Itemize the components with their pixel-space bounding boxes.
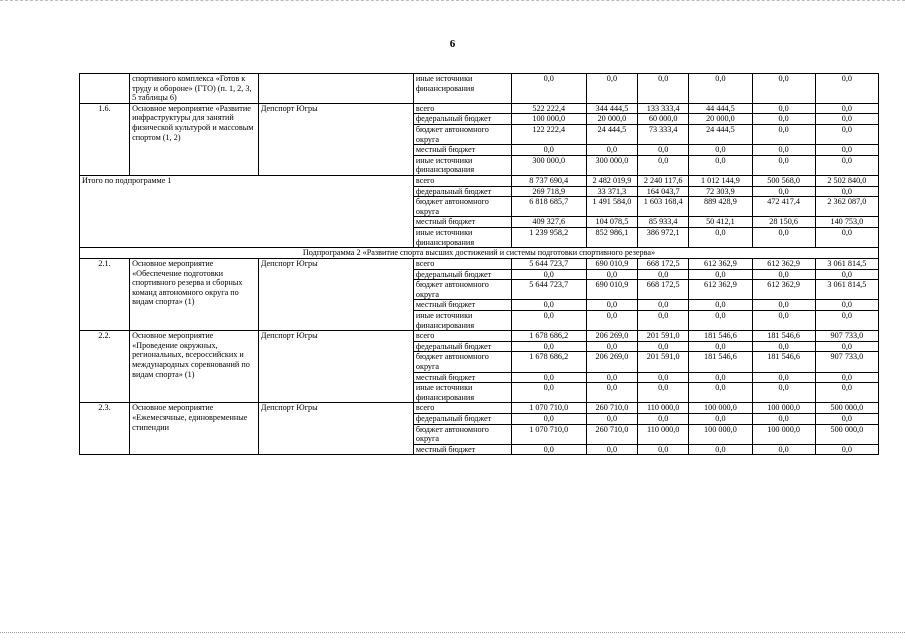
amount-cell: 0,0 (511, 269, 586, 280)
amount-cell: 181 546,6 (689, 331, 752, 342)
funding-source: бюджет автономного округа (413, 197, 511, 217)
amount-cell: 20 000,0 (689, 114, 752, 125)
amount-cell: 100 000,0 (511, 114, 586, 125)
funding-source: бюджет автономного округа (413, 124, 511, 144)
amount-cell: 300 000,0 (511, 155, 586, 175)
amount-cell: 1 239 958,2 (511, 227, 586, 247)
amount-cell: 206 269,0 (586, 352, 637, 372)
amount-cell: 0,0 (511, 372, 586, 383)
amount-cell: 0,0 (815, 74, 878, 104)
amount-cell: 0,0 (689, 444, 752, 455)
amount-cell: 1 603 168,4 (638, 197, 689, 217)
responsible-executor: Депспорт Югры (258, 403, 413, 455)
amount-cell: 500 568,0 (752, 175, 815, 186)
amount-cell: 0,0 (638, 300, 689, 311)
table-row (80, 74, 879, 104)
funding-source: федеральный бюджет (413, 269, 511, 280)
amount-cell: 612 362,9 (752, 280, 815, 300)
amount-cell: 0,0 (586, 300, 637, 311)
amount-cell: 6 818 685,7 (511, 197, 586, 217)
amount-cell: 0,0 (586, 145, 637, 156)
amount-cell: 24 444,5 (689, 124, 752, 144)
amount-cell: 0,0 (638, 311, 689, 331)
funding-source: местный бюджет (413, 372, 511, 383)
amount-cell: 0,0 (586, 74, 637, 104)
amount-cell: 0,0 (511, 414, 586, 425)
financing-table-container (79, 73, 879, 455)
amount-cell: 386 972,1 (638, 227, 689, 247)
amount-cell: 0,0 (638, 155, 689, 175)
amount-cell: 0,0 (638, 372, 689, 383)
funding-source: местный бюджет (413, 217, 511, 228)
amount-cell: 0,0 (752, 74, 815, 104)
amount-cell: 0,0 (689, 74, 752, 104)
amount-cell: 50 412,1 (689, 217, 752, 228)
funding-source: местный бюджет (413, 444, 511, 455)
amount-cell: 612 362,9 (752, 259, 815, 270)
activity-number: 2.3. (80, 403, 130, 455)
amount-cell: 0,0 (638, 414, 689, 425)
amount-cell: 140 753,0 (815, 217, 878, 228)
funding-source: всего (413, 331, 511, 342)
table-row (80, 103, 879, 114)
subprogram-header-row (80, 248, 879, 259)
amount-cell: 3 061 814,5 (815, 259, 878, 270)
amount-cell: 409 327,6 (511, 217, 586, 228)
amount-cell: 181 546,6 (752, 352, 815, 372)
amount-cell: 33 371,3 (586, 186, 637, 197)
amount-cell: 0,0 (638, 444, 689, 455)
amount-cell: 269 718,9 (511, 186, 586, 197)
amount-cell: 100 000,0 (752, 424, 815, 444)
amount-cell: 0,0 (752, 124, 815, 144)
responsible-executor: Депспорт Югры (258, 259, 413, 331)
funding-source: федеральный бюджет (413, 341, 511, 352)
financing-table (79, 73, 879, 455)
amount-cell: 85 933,4 (638, 217, 689, 228)
amount-cell: 5 644 723,7 (511, 259, 586, 270)
funding-source: бюджет автономного округа (413, 352, 511, 372)
amount-cell: 0,0 (752, 155, 815, 175)
funding-source: федеральный бюджет (413, 186, 511, 197)
responsible-executor: Депспорт Югры (258, 103, 413, 175)
amount-cell: 8 737 690,4 (511, 175, 586, 186)
funding-source: местный бюджет (413, 300, 511, 311)
scan-edge-bottom (0, 632, 905, 634)
amount-cell: 100 000,0 (689, 403, 752, 414)
amount-cell: 612 362,9 (689, 259, 752, 270)
amount-cell: 260 710,0 (586, 403, 637, 414)
activity-number: 2.1. (80, 259, 130, 331)
amount-cell: 181 546,6 (752, 331, 815, 342)
amount-cell: 0,0 (752, 311, 815, 331)
amount-cell: 0,0 (689, 269, 752, 280)
amount-cell: 3 061 814,5 (815, 280, 878, 300)
activity-name: Основное мероприятие «Проведение окружных, региональных, всероссийских и международных соревнований по видам спорта» (1) (130, 331, 259, 403)
amount-cell: 0,0 (689, 414, 752, 425)
funding-source: иные источники финансирования (413, 155, 511, 175)
amount-cell: 0,0 (752, 269, 815, 280)
amount-cell: 0,0 (815, 414, 878, 425)
responsible-executor (258, 74, 413, 104)
amount-cell: 0,0 (638, 145, 689, 156)
amount-cell: 73 333,4 (638, 124, 689, 144)
amount-cell: 122 222,4 (511, 124, 586, 144)
amount-cell: 206 269,0 (586, 331, 637, 342)
responsible-executor: Депспорт Югры (258, 331, 413, 403)
amount-cell: 1 491 584,0 (586, 197, 637, 217)
amount-cell: 2 362 087,0 (815, 197, 878, 217)
amount-cell: 110 000,0 (638, 424, 689, 444)
funding-source: иные источники финансирования (413, 74, 511, 104)
amount-cell: 2 482 019,9 (586, 175, 637, 186)
amount-cell: 0,0 (511, 145, 586, 156)
amount-cell: 0,0 (638, 341, 689, 352)
amount-cell: 0,0 (752, 227, 815, 247)
page-number: 6 (449, 38, 456, 50)
amount-cell: 0,0 (815, 114, 878, 125)
amount-cell: 0,0 (586, 311, 637, 331)
amount-cell: 500 000,0 (815, 424, 878, 444)
activity-number: 1.6. (80, 103, 130, 175)
amount-cell: 0,0 (689, 372, 752, 383)
amount-cell: 44 444,5 (689, 103, 752, 114)
funding-source: бюджет автономного округа (413, 424, 511, 444)
amount-cell: 0,0 (511, 300, 586, 311)
amount-cell: 0,0 (815, 300, 878, 311)
funding-source: федеральный бюджет (413, 114, 511, 125)
funding-source: иные источники финансирования (413, 383, 511, 403)
amount-cell: 0,0 (752, 414, 815, 425)
amount-cell: 300 000,0 (586, 155, 637, 175)
amount-cell: 0,0 (752, 341, 815, 352)
amount-cell: 0,0 (752, 300, 815, 311)
scan-edge-top (0, 0, 905, 4)
amount-cell: 1 678 686,2 (511, 331, 586, 342)
funding-source: всего (413, 175, 511, 186)
total-label: Итого по подпрограмме 1 (80, 175, 414, 247)
amount-cell: 0,0 (689, 227, 752, 247)
amount-cell: 0,0 (638, 269, 689, 280)
amount-cell: 0,0 (638, 74, 689, 104)
funding-source: местный бюджет (413, 145, 511, 156)
amount-cell: 181 546,6 (689, 352, 752, 372)
activity-name: спортивного комплекса «Готов к труду и обороне» (ГТО) (п. 1, 2, 3, 5 таблицы 6) (130, 74, 259, 104)
amount-cell: 612 362,9 (689, 280, 752, 300)
activity-number (80, 74, 130, 104)
amount-cell: 28 150,6 (752, 217, 815, 228)
amount-cell: 0,0 (689, 145, 752, 156)
amount-cell: 100 000,0 (752, 403, 815, 414)
activity-name: Основное мероприятие «Развитие инфраструктуры для занятий физической культурой и массовым спортом (1, 2) (130, 103, 259, 175)
funding-source: всего (413, 103, 511, 114)
funding-source: всего (413, 403, 511, 414)
funding-source: всего (413, 259, 511, 270)
funding-source: федеральный бюджет (413, 414, 511, 425)
table-row (80, 403, 879, 414)
amount-cell: 0,0 (689, 341, 752, 352)
amount-cell: 852 986,1 (586, 227, 637, 247)
amount-cell: 20 000,0 (586, 114, 637, 125)
amount-cell: 0,0 (815, 145, 878, 156)
amount-cell: 0,0 (752, 103, 815, 114)
amount-cell: 0,0 (815, 155, 878, 175)
amount-cell: 0,0 (511, 74, 586, 104)
amount-cell: 344 444,5 (586, 103, 637, 114)
amount-cell: 0,0 (586, 383, 637, 403)
amount-cell: 0,0 (689, 300, 752, 311)
amount-cell: 0,0 (815, 372, 878, 383)
amount-cell: 0,0 (511, 341, 586, 352)
amount-cell: 668 172,5 (638, 259, 689, 270)
amount-cell: 2 502 840,0 (815, 175, 878, 186)
amount-cell: 0,0 (815, 227, 878, 247)
amount-cell: 100 000,0 (689, 424, 752, 444)
amount-cell: 907 733,0 (815, 331, 878, 342)
amount-cell: 0,0 (815, 269, 878, 280)
amount-cell: 0,0 (752, 383, 815, 403)
amount-cell: 0,0 (815, 124, 878, 144)
amount-cell: 0,0 (586, 414, 637, 425)
funding-source: иные источники финансирования (413, 311, 511, 331)
amount-cell: 0,0 (752, 114, 815, 125)
amount-cell: 0,0 (752, 186, 815, 197)
table-row (80, 259, 879, 270)
amount-cell: 5 644 723,7 (511, 280, 586, 300)
activity-name: Основное мероприятие «Обеспечение подготовки спортивного резерва и сборных команд автономного округа по видам спорта» (1) (130, 259, 259, 331)
amount-cell: 690 010,9 (586, 280, 637, 300)
amount-cell: 72 303,9 (689, 186, 752, 197)
amount-cell: 0,0 (586, 372, 637, 383)
amount-cell: 201 591,0 (638, 352, 689, 372)
amount-cell: 0,0 (815, 444, 878, 455)
amount-cell: 0,0 (689, 311, 752, 331)
amount-cell: 104 078,5 (586, 217, 637, 228)
amount-cell: 0,0 (511, 444, 586, 455)
amount-cell: 907 733,0 (815, 352, 878, 372)
amount-cell: 889 428,9 (689, 197, 752, 217)
amount-cell: 60 000,0 (638, 114, 689, 125)
amount-cell: 0,0 (586, 341, 637, 352)
amount-cell: 1 070 710,0 (511, 424, 586, 444)
amount-cell: 0,0 (815, 103, 878, 114)
amount-cell: 668 172,5 (638, 280, 689, 300)
amount-cell: 522 222,4 (511, 103, 586, 114)
amount-cell: 0,0 (586, 444, 637, 455)
amount-cell: 0,0 (689, 383, 752, 403)
amount-cell: 133 333,4 (638, 103, 689, 114)
amount-cell: 2 240 117,6 (638, 175, 689, 186)
amount-cell: 500 000,0 (815, 403, 878, 414)
funding-source: бюджет автономного округа (413, 280, 511, 300)
funding-source: иные источники финансирования (413, 227, 511, 247)
amount-cell: 472 417,4 (752, 197, 815, 217)
amount-cell: 0,0 (752, 372, 815, 383)
amount-cell: 0,0 (586, 269, 637, 280)
amount-cell: 201 591,0 (638, 331, 689, 342)
amount-cell: 690 010,9 (586, 259, 637, 270)
amount-cell: 110 000,0 (638, 403, 689, 414)
activity-name: Основное мероприятие «Ежемесячные, единовременные стипендии (130, 403, 259, 455)
amount-cell: 24 444,5 (586, 124, 637, 144)
amount-cell: 0,0 (752, 145, 815, 156)
amount-cell: 0,0 (638, 383, 689, 403)
amount-cell: 0,0 (511, 311, 586, 331)
subprogram-title: Подпрограмма 2 «Развитие спорта высших достижений и системы подготовки спортивного резерва» (80, 248, 879, 259)
amount-cell: 0,0 (815, 383, 878, 403)
table-row (80, 331, 879, 342)
activity-number: 2.2. (80, 331, 130, 403)
amount-cell: 1 012 144,9 (689, 175, 752, 186)
table-row (80, 175, 879, 186)
amount-cell: 0,0 (511, 383, 586, 403)
amount-cell: 260 710,0 (586, 424, 637, 444)
amount-cell: 164 043,7 (638, 186, 689, 197)
amount-cell: 0,0 (689, 155, 752, 175)
amount-cell: 0,0 (815, 311, 878, 331)
amount-cell: 0,0 (815, 186, 878, 197)
amount-cell: 0,0 (815, 341, 878, 352)
amount-cell: 1 678 686,2 (511, 352, 586, 372)
amount-cell: 0,0 (752, 444, 815, 455)
amount-cell: 1 070 710,0 (511, 403, 586, 414)
